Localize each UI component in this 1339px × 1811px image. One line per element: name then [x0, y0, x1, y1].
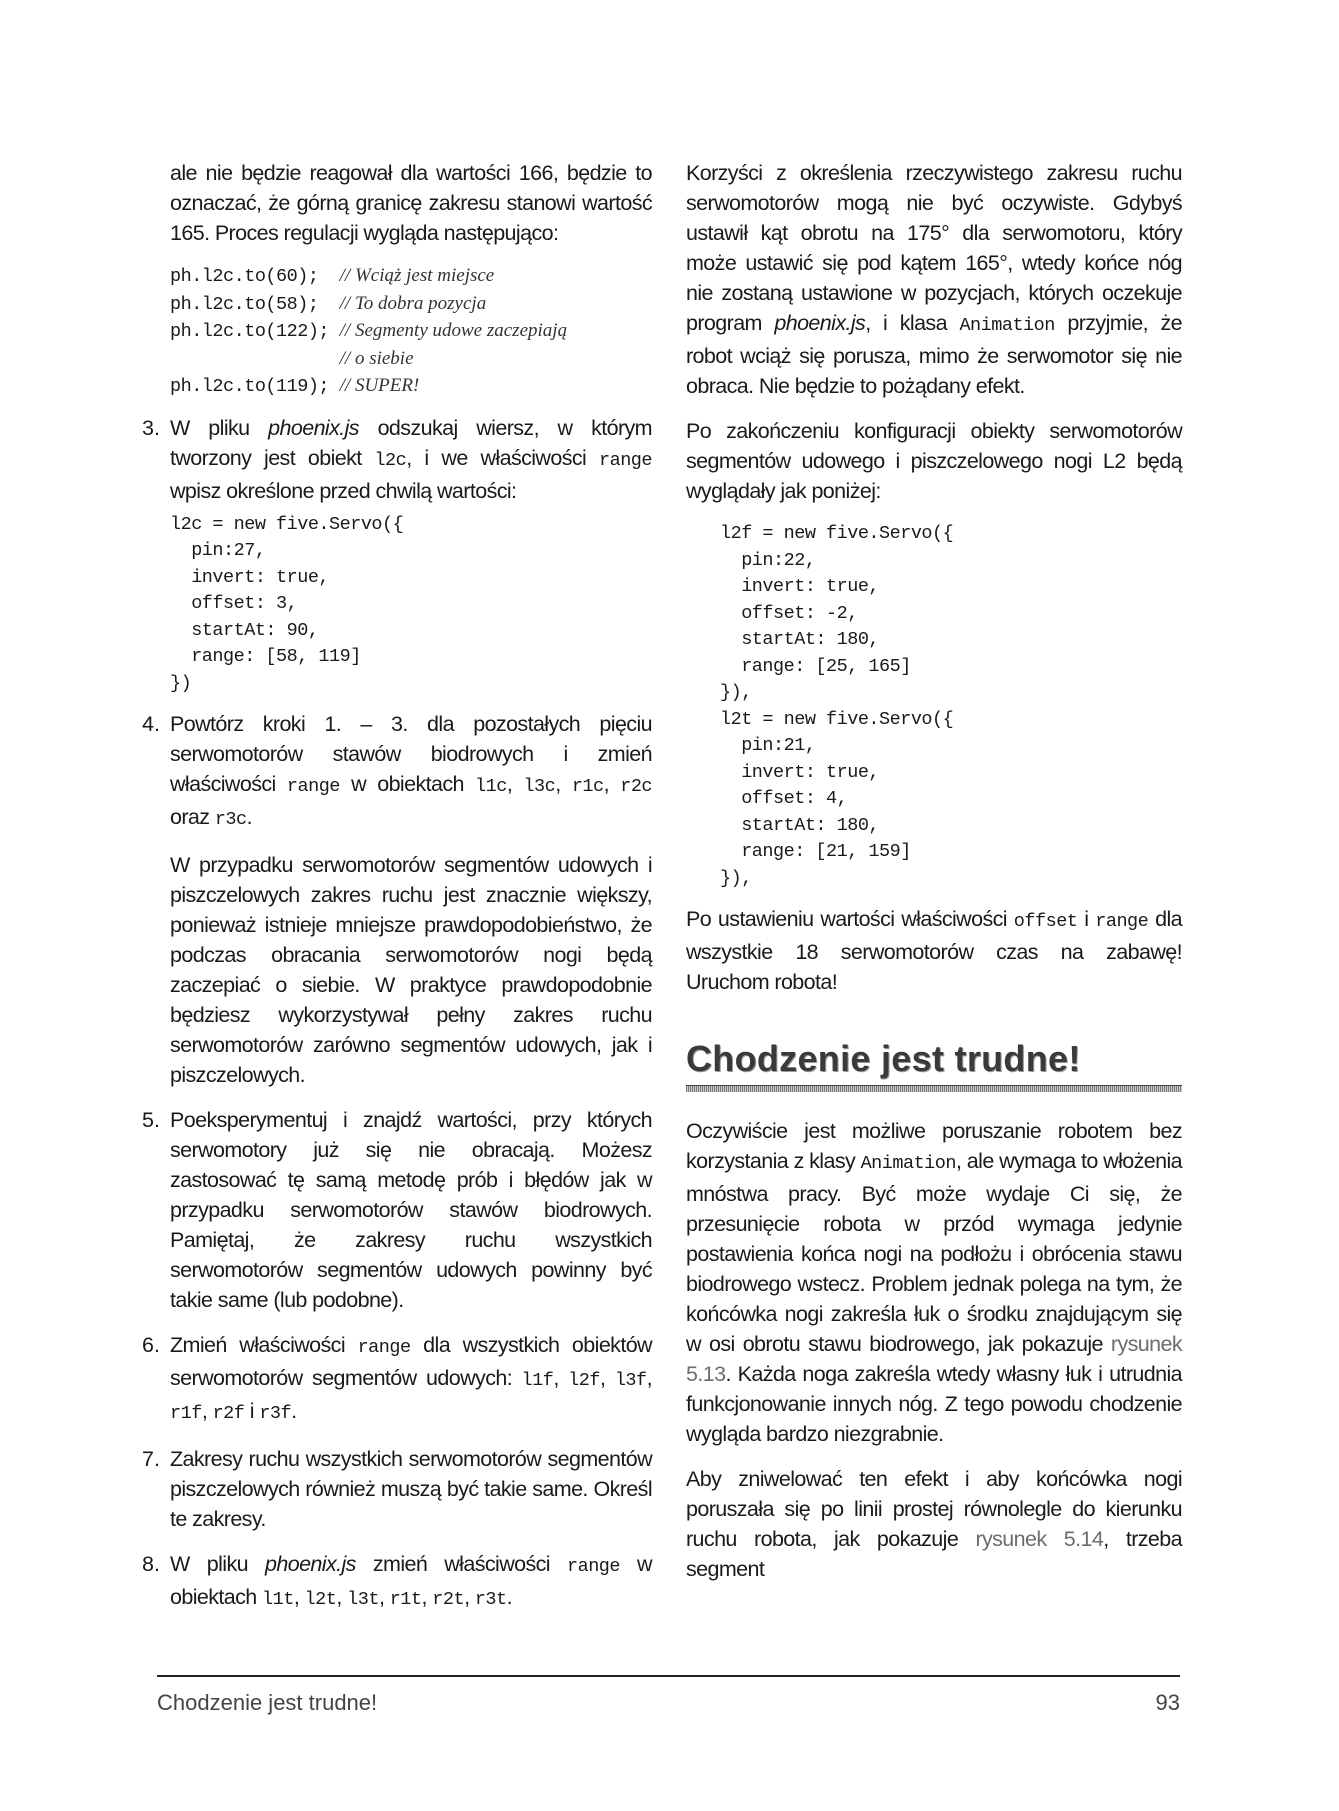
paragraph: Po ustawieniu wartości właściwości offset i range dla wszystkie 18 serwomotorów czas na zabawę! Uruchom robota! — [686, 907, 1182, 994]
step-number: 3. — [142, 415, 160, 440]
code-line: offset: -2, — [720, 602, 858, 624]
right-column — [686, 158, 1182, 1599]
step-text: Zakresy ruchu wszystkich serwomotorów segmentów piszczelowych również muszą być takie same. Określ te zakresy. — [170, 1447, 652, 1531]
code-inline: Animation — [860, 1153, 956, 1174]
code-text: ph.l2c.to(122); — [170, 321, 340, 342]
file-name: phoenix.js — [268, 415, 359, 440]
code-inline: l2c — [374, 449, 407, 471]
code-line: l2f = new five.Servo({ — [720, 523, 954, 544]
code-block-l2 — [720, 521, 1182, 892]
page-number: 93 — [1155, 1690, 1180, 1715]
step-item — [142, 1105, 652, 1315]
code-line: offset: 3, — [170, 593, 298, 614]
paragraph: Oczywiście jest możliwe poruszanie robotem bez korzystania z klasy Animation, ale wymaga to włożenia mnóstwa pracy. Być może wydaje Ci się, że przesunięcie robota w przód wymaga jedynie postawienia końca nogi na podłożu i obrócenia stawu biodrowego wstecz. Problem jednak polega na tym, że końcówka nogi zakreśla łuk o środku znajdującym się w osi obrotu stawu biodrowego, jak pokazuje rysunek 5.13. Każda noga zakreśla wtedy własny łuk i utrudnia funkcjonowanie innych nóg. Z tego powodu chodzenie wygląda bardzo niezgrabnie. — [686, 1119, 1182, 1446]
step-item — [142, 1330, 652, 1429]
step-text: Powtórz kroki 1. – 3. dla pozostałych pięciu serwomotorów stawów biodrowych i zmień właściwości range w obiektach l1c, l3c, r1c, r2c oraz r3c. — [170, 712, 653, 830]
section-rule — [686, 1085, 1182, 1092]
code-line: }), — [720, 682, 752, 703]
code-line: range: [58, 119] — [170, 646, 361, 667]
code-inline: range — [1095, 911, 1149, 932]
footer-rule — [157, 1675, 1180, 1677]
code-line — [170, 346, 652, 374]
code-line: }), — [720, 867, 752, 889]
step-item — [142, 709, 653, 1090]
step-number: 6. — [142, 1333, 160, 1357]
step-number: 5. — [142, 1108, 160, 1132]
code-line: startAt: 90, — [170, 619, 319, 641]
code-line: range: [25, 165] — [720, 655, 911, 677]
step-text: W pliku phoenix.js odszukaj wiersz, w którym tworzony jest obiekt l2c, i we właściwości range wpisz określone przed chwilą wartości: — [170, 415, 652, 503]
step-note: W przypadku serwomotorów segmentów udowych i piszczelowych zakres ruchu jest znacznie większy, ponieważ istnieje mniejsze prawdopodobieństwo, że podczas obracania serwomotorów nogi będą zaczepiać o siebie. W praktyce prawdopodobnie będziesz wykorzystywał pełny zakres ruchu serwomotorów zarówno segmentów udowych, jak i piszczelowych. — [170, 853, 652, 1087]
code-line: l2c = new five.Servo({ — [170, 513, 404, 535]
paragraph: Aby zniwelować ten efekt i aby końcówka nogi poruszała się po linii prostej równolegle do kierunku ruchu robota, jak pokazuje rysunek 5.14, trzeba segment — [686, 1467, 1182, 1581]
step-text: Poeksperymentuj i znajdź wartości, przy których serwomotory już się nie obracają. Możesz zastosować tę samą metodę prób i błędów jak w przypadku serwomotorów stawów biodrowych. Pamiętaj, że zakresy ruchu wszystkich serwomotorów segmentów udowych powinny być takie same (lub podobne). — [170, 1108, 652, 1312]
code-line: invert: true, — [170, 566, 330, 588]
code-text: ph.l2c.to(60); — [170, 266, 340, 287]
footer-chapter-title: Chodzenie jest trudne! — [157, 1690, 378, 1715]
code-comment: // o siebie — [339, 347, 414, 369]
code-inline: range — [598, 449, 652, 471]
code-comment: // Segmenty udowe zaczepiają — [339, 320, 568, 341]
code-comment: // SUPER! — [339, 375, 420, 396]
code-line: startAt: 180, — [720, 629, 880, 650]
paragraph: Korzyści z określenia rzeczywistego zakresu ruchu serwomotorów mogą nie być oczywiste. Gdybyś ustawił kąt obrotu na 175° dla serwomotoru, który może ustawić się pod kątem 165°, wtedy końce nóg nie zostaną ustawione w pozycjach, których oczekuje program phoenix.js, i klasa Animation przyjmie, że robot wciąż się porusza, mimo że serwomotor się nie obraca. Nie będzie to pożądany efekt. — [686, 161, 1182, 398]
code-line: l2t = new five.Servo({ — [720, 708, 954, 730]
step-number: 4. — [142, 712, 160, 736]
figure-link[interactable]: rysunek 5.13 — [686, 1332, 1182, 1386]
code-inline: Animation — [959, 315, 1055, 336]
code-line: invert: true, — [720, 576, 880, 597]
code-block-servo — [170, 512, 652, 698]
paragraph: ale nie będzie reagował dla wartości 166, będzie to oznaczać, że górną granicę zakresu stanowi wartość 165. Proces regulacji wygląda następująco: — [170, 161, 652, 245]
code-text: ph.l2c.to(119); — [170, 376, 340, 397]
figure-link[interactable]: rysunek 5.14 — [975, 1527, 1104, 1551]
file-name: phoenix.js — [774, 311, 866, 335]
code-text: ph.l2c.to(58); — [170, 293, 340, 315]
step-item — [142, 413, 652, 698]
code-line: offset: 4, — [720, 788, 848, 809]
code-line: pin:27, — [170, 540, 266, 561]
code-comment: // Wciąż jest miejsce — [339, 265, 495, 286]
code-line: startAt: 180, — [720, 814, 880, 836]
paragraph: Po zakończeniu konfiguracji obiekty serwomotorów segmentów udowego i piszczelowego nogi L2 będą wyglądały jak poniżej: — [686, 419, 1182, 503]
code-inline: offset — [1013, 911, 1078, 932]
code-line — [170, 318, 652, 346]
step-text: Zmień właściwości range dla wszystkich obiektów serwomotorów segmentów udowych: l1f, l2f, l3f, r1f, r2f i r3f. — [170, 1333, 652, 1424]
code-line — [170, 263, 652, 291]
step-number: 8. — [142, 1552, 160, 1576]
code-line: }) — [170, 672, 192, 694]
left-column — [142, 158, 653, 1630]
section-heading: Chodzenie jest trudne! — [686, 1038, 1081, 1079]
code-line — [170, 373, 652, 401]
code-comment: // To dobra pozycja — [339, 292, 487, 314]
code-line: pin:21, — [720, 735, 816, 756]
step-text: W pliku phoenix.js zmień właściwości range w obiektach l1t, l2t, l3t, r1t, r2t, r3t. — [170, 1552, 652, 1610]
code-line: range: [21, 159] — [720, 841, 911, 862]
code-text — [170, 349, 340, 370]
step-item — [142, 1549, 652, 1615]
step-number: 7. — [142, 1447, 160, 1471]
code-line: invert: true, — [720, 761, 880, 783]
code-block-calibration — [170, 263, 652, 401]
step-item — [142, 1444, 652, 1534]
steps-list — [142, 413, 653, 1616]
code-line — [170, 291, 652, 319]
code-line: pin:22, — [720, 549, 816, 571]
